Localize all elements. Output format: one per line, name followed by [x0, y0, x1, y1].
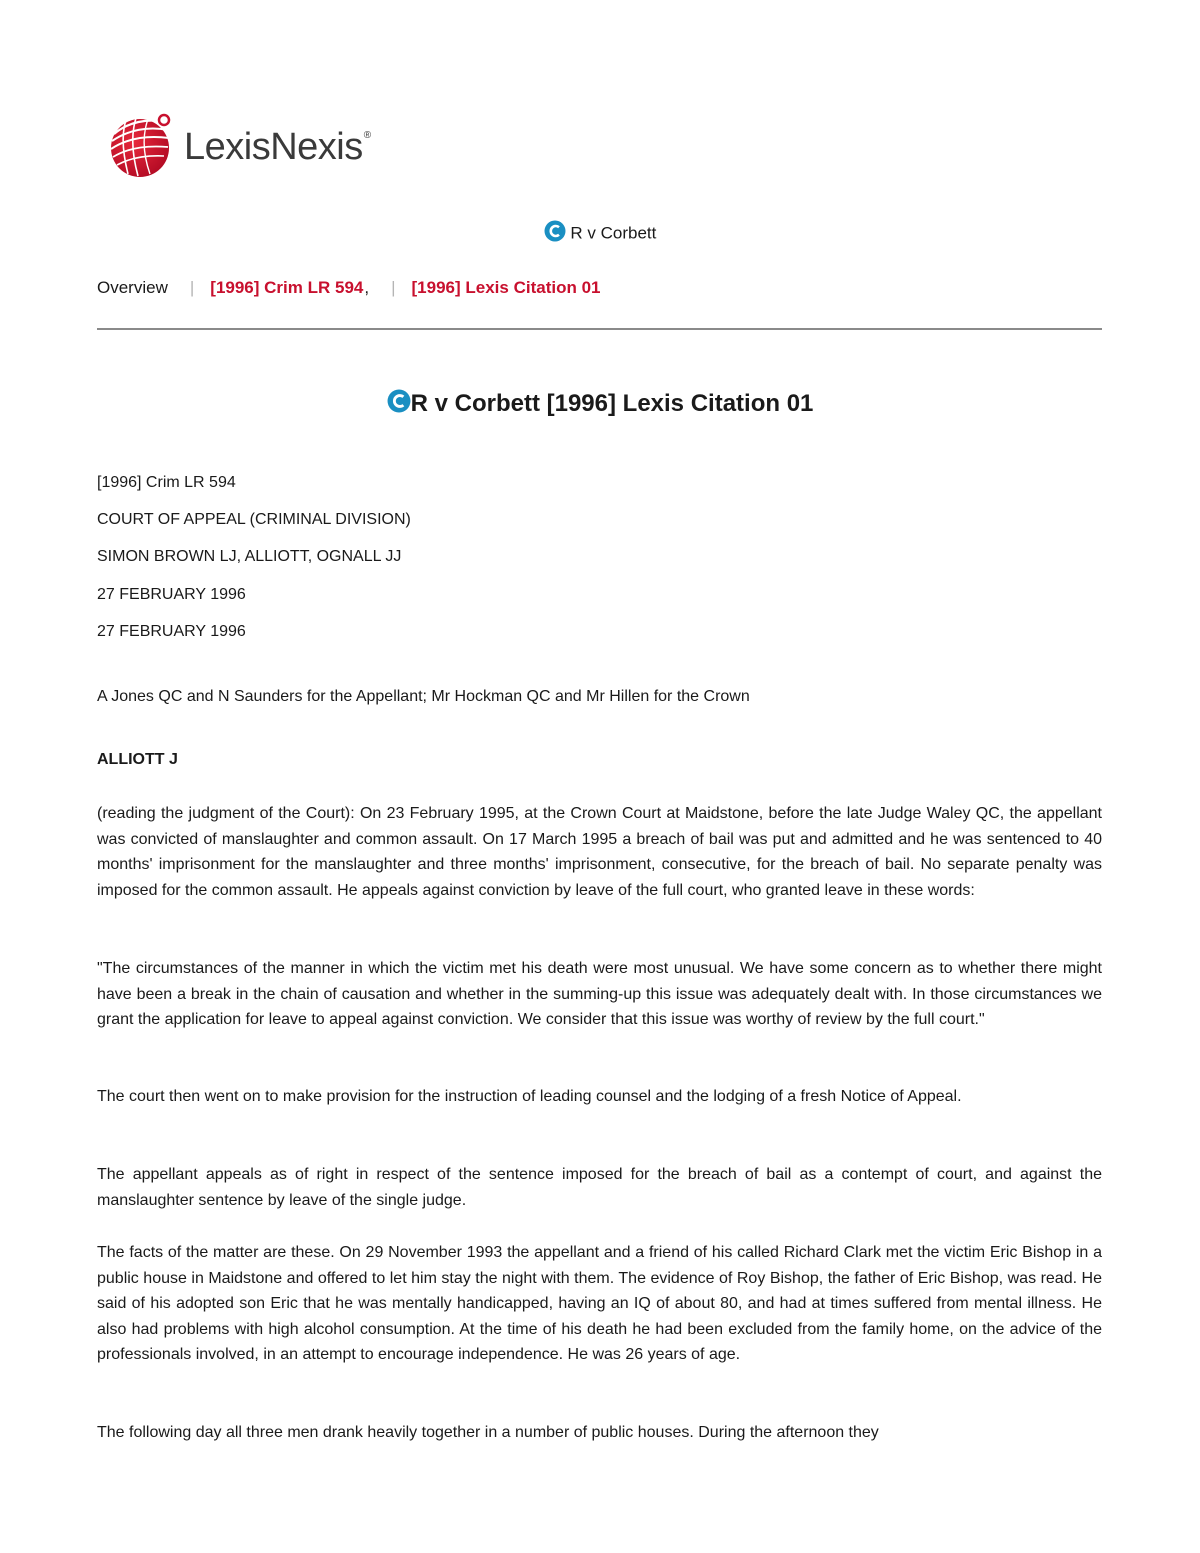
judges: SIMON BROWN LJ, ALLIOTT, OGNALL JJ	[97, 548, 402, 565]
brand-name: LexisNexis	[184, 125, 363, 168]
judgment-paragraph: (reading the judgment of the Court): On 23 February 1995, at the Crown Court at Maidstone, before the late Judge Waley QC, the appellant was convicted of manslaughter and common assault. On 17 March 1995 a breach of bail was put and admitted and he was sentenced to 40 months' imprisonment for the manslaughter and three months' imprisonment, consecutive, for the breach of bail. No separate penalty was imposed for the common assault. He appeals against conviction by leave of the full court, who granted leave in these words:	[97, 805, 1102, 899]
tab-comma: ,	[364, 278, 370, 297]
judge-name: ALLIOTT J	[97, 751, 178, 768]
judgment-paragraph: The facts of the matter are these. On 29 November 1993 the appellant and a friend of his called Richard Clark met the victim Eric Bishop in a public house in Maidstone and offered to let him stay the night with them. The evidence of Roy Bishop, the father of Eric Bishop, was read. He said of his adopted son Eric that he was mentally handicapped, having an IQ of about 80, and had at times suffered from mental illness. He also had problems with high alcohol consumption. At the time of his death he had been excluded from the family home, on the advice of the professionals involved, in an attempt to encourage independence. He was 26 years of age.	[97, 1244, 1102, 1363]
citation-tabs	[97, 278, 600, 298]
court-name: COURT OF APPEAL (CRIMINAL DIVISION)	[97, 511, 411, 528]
header-divider	[97, 328, 1102, 330]
case-title-text: R v Corbett [1996] Lexis Citation 01	[410, 390, 814, 417]
tab-lexis-citation[interactable]: [1996] Lexis Citation 01	[411, 278, 601, 297]
judgment-date: 27 FEBRUARY 1996	[97, 623, 246, 640]
case-c-icon	[544, 220, 566, 242]
doc-header-title: R v Corbett	[570, 223, 657, 243]
judgment-quote-paragraph: "The circumstances of the manner in which the victim met his death were most unusual. We have some concern as to whether there might have been a break in the chain of causation and whether in the summing-up this issue was adequately dealt with. In those circumstances we grant the application for leave to appeal against conviction. We consider that this issue was worthy of review by the full court."	[97, 960, 1102, 1028]
tab-separator: |	[391, 278, 396, 297]
report-citation: [1996] Crim LR 594	[97, 474, 236, 491]
tab-overview[interactable]: Overview	[97, 278, 168, 297]
judgment-date: 27 FEBRUARY 1996	[97, 586, 246, 603]
brand-registered-mark: ®	[363, 129, 371, 141]
lexisnexis-wordmark	[184, 126, 371, 169]
tab-separator: |	[189, 278, 195, 297]
case-title	[0, 390, 1200, 418]
doc-header	[0, 223, 1200, 245]
tab-crim-lr-citation[interactable]: [1996] Crim LR 594	[210, 278, 364, 297]
judgment-paragraph: The appellant appeals as of right in respect of the sentence imposed for the breach of bail as a contempt of court, and against the manslaughter sentence by leave of the single judge.	[97, 1166, 1102, 1209]
lexisnexis-globe-icon	[108, 110, 174, 180]
lexisnexis-logo	[108, 106, 371, 184]
case-c-icon	[387, 389, 411, 413]
judgment-paragraph: The following day all three men drank heavily together in a number of public houses. During the afternoon they	[97, 1424, 879, 1441]
counsel: A Jones QC and N Saunders for the Appellant; Mr Hockman QC and Mr Hillen for the Crown	[97, 688, 750, 705]
judgment-paragraph: The court then went on to make provision for the instruction of leading counsel and the lodging of a fresh Notice of Appeal.	[97, 1088, 962, 1105]
